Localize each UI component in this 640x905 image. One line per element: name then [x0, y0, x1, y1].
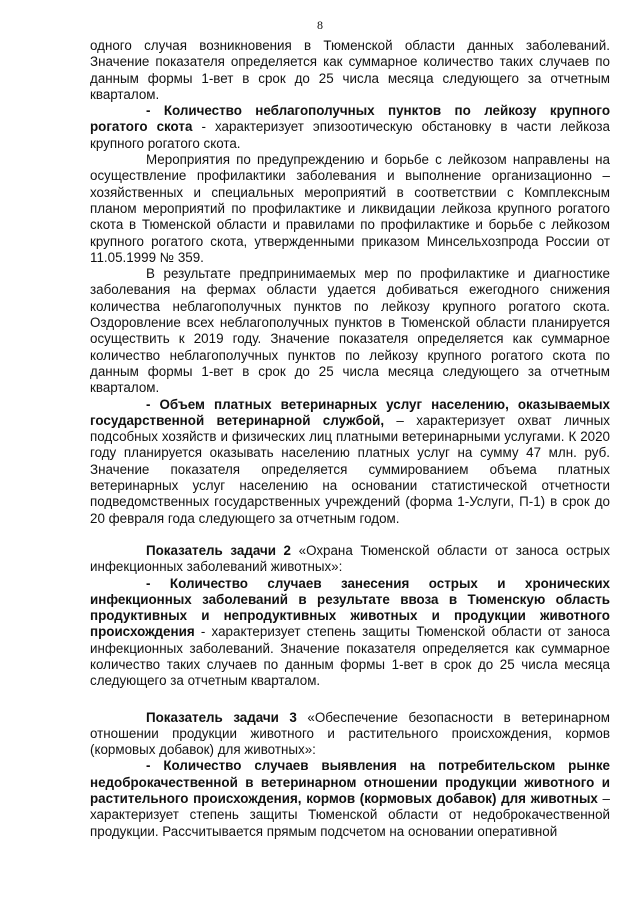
indicator-description: – характеризует степень защиты Тюменской области от недоброкачественной продукции. Рассчитывается прямым подсчетом на основании оперативной	[90, 791, 610, 839]
page-number: 8	[317, 18, 323, 32]
indicator-title: - Объем платных ветеринарных услуг населению, оказываемых государственной ветеринарной службой,	[90, 396, 610, 428]
indicator-title: - Количество случаев выявления на потребительском рынке недоброкачественной в ветеринарном отношении продукции животного и растительного происхождения, кормов (кормовых добавок) для животных	[90, 758, 610, 807]
paragraph-infection-indicator	[90, 576, 610, 690]
task-description: «Охрана Тюменской области от заноса острых инфекционных заболеваний животных»:	[90, 542, 610, 575]
paragraph-measures	[90, 152, 610, 266]
document-body	[90, 38, 610, 840]
paragraph-task-3-heading	[90, 710, 610, 759]
paragraph-product-quality-indicator	[90, 758, 610, 839]
indicator-description: - характеризует эпизоотическую обстановку в части лейкоза крупного рогатого скота.	[90, 119, 610, 151]
task-label: Показатель задачи 2	[146, 542, 292, 558]
paragraph-task-2-heading	[90, 543, 610, 576]
paragraph-results-text: В результате предпринимаемых мер по профилактике и диагностике заболевания на фермах области удается добиваться ежегодного снижения количества неблагополучных пунктов по лейкозу крупного рогатого скота. Оздоровление всех неблагополучных пунктов в Тюменской области планируется осуществить к 2019 году. Значение показателя определяется как суммарное количество неблагополучных пунктов по лейкозу крупного рогатого скота по данным формы 1-вет в срок до 25 числа месяца следующего за отчетным кварталом.	[90, 266, 610, 396]
paragraph-1-text: одного случая возникновения в Тюменской области данных заболеваний. Значение показателя определяется как суммарное количество таких случаев по данным формы 1-вет в срок до 25 числа месяца следующего за отчетным кварталом.	[90, 38, 610, 102]
paragraph-paid-services-indicator	[90, 397, 610, 527]
task-label: Показатель задачи 3	[146, 709, 297, 725]
indicator-description: - характеризует степень защиты Тюменской области от заноса инфекционных заболеваний. Значение показателя определяется как суммарное количество таких случаев по данным формы 1-вет в срок до 25 числа месяца следующего за отчетным кварталом.	[90, 624, 610, 689]
indicator-description: – характеризует охват личных подсобных хозяйств и физических лиц платными ветеринарными услугами. К 2020 году планируется оказывать населению платных услуг на сумму 47 млн. руб. Значение показателя определяется суммированием объема платных ветеринарных услуг населению на основании статистической отчетности подведомственных государственных учреждений (форма 1-Услуги, П-1) в срок до 20 февраля года следующего за отчетным годом.	[90, 412, 610, 526]
indicator-title: - Количество неблагополучных пунктов по лейкозу крупного рогатого скота	[90, 103, 610, 135]
paragraph-1	[90, 38, 610, 103]
paragraph-leukosis-indicator	[90, 103, 610, 152]
indicator-title: - Количество случаев занесения острых и хронических инфекционных заболеваний в результате ввоза в Тюменскую область продуктивных и непродуктивных животных и продукции животного происхождения	[90, 575, 610, 640]
task-description: «Обеспечение безопасности в ветеринарном отношении продукции животного и растительного происхождения, кормов (кормовых добавок) для животных»:	[90, 709, 610, 758]
paragraph-measures-text: Мероприятия по предупреждению и борьбе с лейкозом направлены на осуществление профилактики заболевания и выполнение организационно – хозяйственных и специальных мероприятий в соответствии с Комплексным планом мероприятий по профилактике и ликвидации лейкоза крупного рогатого скота в Тюменской области и правилами по профилактике и борьбе с лейкозом крупного рогатого скота, утвержденными приказом Минсельхозпрода России от 11.05.1999 № 359.	[90, 152, 610, 265]
paragraph-results	[90, 266, 610, 396]
